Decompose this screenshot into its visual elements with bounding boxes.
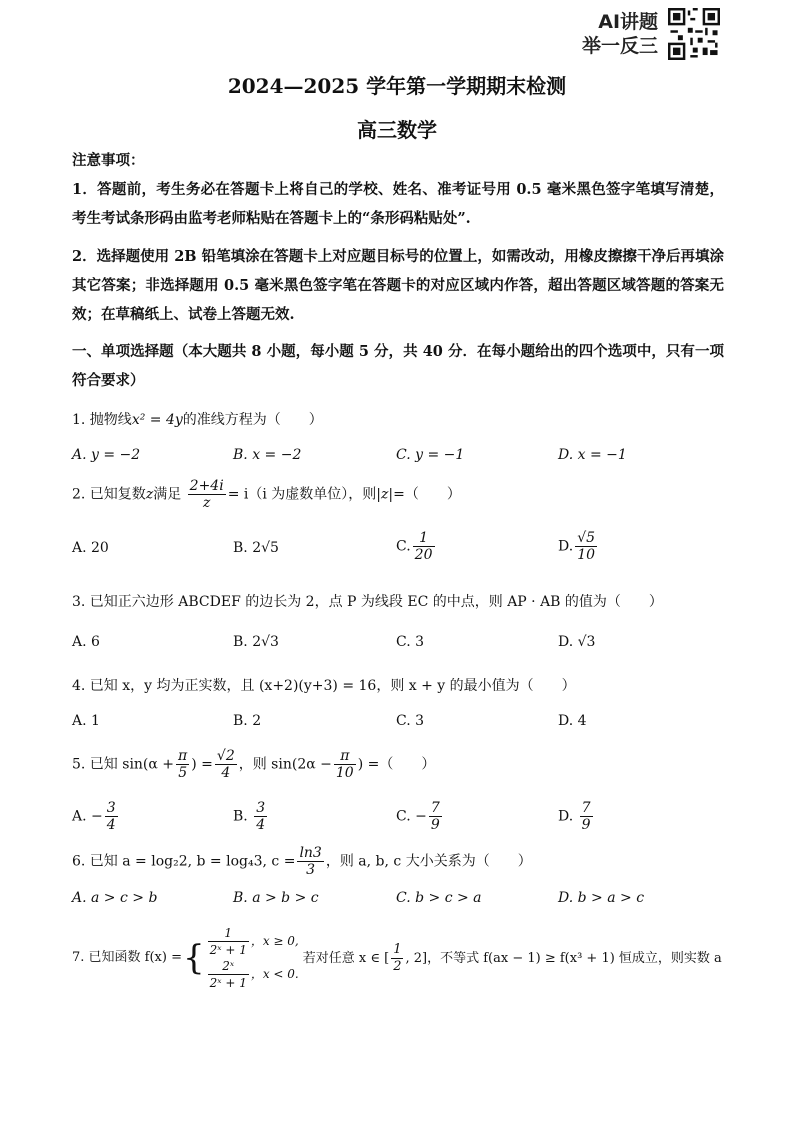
question-4: 4. 已知 x，y 均为正实数，且 (x+2)(y+3) = 16，则 x + y 的最小值为（ ） — [72, 678, 576, 694]
q5-text-d: ) =（ ） — [357, 756, 436, 773]
q7-top-num: 1 — [208, 925, 249, 942]
brand-line-1: AI讲题 — [598, 11, 659, 33]
q2-option-c — [396, 530, 437, 563]
q2-d-num: √5 — [577, 530, 596, 546]
q5-a-label: A. — [72, 808, 87, 825]
q5-option-c — [396, 800, 444, 833]
q1-option-c: C. y = −1 — [396, 447, 465, 463]
q6-num: ln3 — [299, 845, 322, 861]
q3-option-b: B. 2√3 — [233, 634, 279, 650]
q5-four: 4 — [221, 765, 231, 781]
q7-bot-den: 2ˣ + 1 — [209, 976, 247, 990]
question-2 — [72, 478, 461, 511]
qr-code-icon — [668, 8, 720, 60]
q7-int-num: 1 — [393, 941, 402, 957]
q2-text-a: 2. 已知复数 — [72, 486, 146, 503]
question-6 — [72, 845, 532, 878]
notice-1: 1．答题前，考生务必在答题卡上将自己的学校、姓名、准考证号用 0.5 毫米黑色签字笔填写清楚，考生考试条形码由监考老师粘贴在答题卡上的“条形码粘贴处”. — [72, 181, 724, 227]
q2-fraction — [188, 478, 226, 511]
q5-b-label: B. — [233, 808, 248, 825]
q2-option-a: A. 20 — [72, 540, 109, 556]
q3-option-d: D. √3 — [558, 634, 596, 650]
q5-d-den: 9 — [581, 817, 591, 833]
q1-math: x² = 4y — [131, 412, 183, 428]
exam-subtitle: 高三数学 — [357, 118, 437, 142]
question-5 — [72, 748, 435, 781]
q2-num: 2+4i — [189, 478, 224, 494]
q5-pi-1: π — [178, 748, 188, 764]
q7-text-c: ，不等式 f(ax − 1) ≥ f(x³ + 1) 恒成立，则实数 a — [427, 950, 722, 966]
q2-d-den: 10 — [577, 547, 596, 563]
brand-label — [582, 10, 658, 58]
q1-option-d: D. x = −1 — [558, 447, 627, 463]
q5-five: 5 — [178, 765, 188, 781]
q7-brace: { — [182, 937, 205, 978]
q6-option-d: D. b > a > c — [558, 890, 645, 906]
notice-2: 2．选择题使用 2B 铅笔填涂在答题卡上对应题目标号的位置上，如需改动，用橡皮擦擦干净后再填涂其它答案；非选择题用 0.5 毫米黑色签字笔在答题卡的对应区域内作答，超出答题区域答题的答案无效；在草稿纸上、试卷上答题无效. — [72, 248, 724, 323]
q4-option-a: A. 1 — [72, 713, 100, 729]
q1-option-b: B. x = −2 — [233, 447, 302, 463]
q2-var: z — [145, 486, 154, 503]
q7-piecewise — [206, 925, 299, 991]
q5-option-b — [233, 800, 269, 833]
q7-int-rest: , 2 — [405, 950, 423, 966]
q5-d-num: 7 — [581, 800, 591, 816]
q6-option-c: C. b > c > a — [396, 890, 482, 906]
q5-option-d — [558, 800, 595, 833]
q5-sqrt2: √2 — [216, 748, 235, 764]
q2-b-label: B. — [233, 540, 248, 556]
q7-bot-cond: ，x < 0. — [250, 967, 299, 981]
q7-condition: 若对任意 x ∈ [ $\frac{1}{2}$ , 2]，不等式 f(ax − 1) ≥ f(x³ + 1) 恒成立，则实数 a — [302, 941, 722, 974]
q2-abs: |z| — [376, 486, 394, 503]
question-3: 3. 已知正六边形 ABCDEF 的边长为 2，点 P 为线段 EC 的中点，则 AP · AB 的值为（ ） — [72, 594, 663, 610]
q5-c-den: 9 — [430, 817, 440, 833]
q2-text-b: 满足 — [153, 486, 182, 503]
q7-layout — [72, 925, 722, 991]
q6-text-b: ，则 a, b, c 大小关系为（ ） — [325, 853, 532, 870]
q2-option-d — [558, 530, 599, 563]
q5-a-den: 4 — [106, 817, 116, 833]
q5-b-num: 3 — [256, 800, 266, 816]
q4-option-d: D. 4 — [558, 713, 587, 729]
q7-top-cond: ，x ≥ 0, — [250, 934, 299, 948]
q6-option-a: A. a > c > b — [72, 890, 158, 906]
q5-text-c: ，则 sin(2α − — [238, 756, 332, 773]
q5-b-den: 4 — [256, 817, 266, 833]
q7-bot-num: 2ˣ — [208, 958, 249, 975]
q7-int-den: 2 — [393, 958, 402, 974]
q7-text-a: 7. 已知函数 f(x) = — [72, 950, 182, 965]
q5-c-sign: − — [415, 808, 427, 825]
q2-text-d: =（ ） — [393, 486, 461, 503]
q5-text-b: ) = — [191, 756, 213, 773]
q5-option-a — [72, 800, 120, 833]
exam-title: 2024—2025 学年第一学期期末检测 — [227, 74, 567, 98]
q6-den: 3 — [306, 862, 316, 878]
q3-option-c: C. 3 — [396, 634, 425, 650]
q5-c-label: C. — [396, 808, 411, 825]
q1-text-a: 1. 抛物线 — [72, 412, 132, 428]
q4-option-c: C. 3 — [396, 713, 425, 729]
q5-c-num: 7 — [430, 800, 440, 816]
q2-c-den: 20 — [414, 547, 433, 563]
q5-text-a: 5. 已知 sin(α + — [72, 756, 175, 773]
q1-option-a: A. y = −2 — [72, 447, 141, 463]
q1-text-b: 的准线方程为（ ） — [182, 412, 323, 428]
q2-option-b — [233, 540, 279, 556]
q2-b-val: 2√5 — [252, 540, 279, 556]
q5-pi-2: π — [334, 748, 356, 765]
q7-text-b: 若对任意 x ∈ — [302, 950, 380, 966]
q5-a-sign: − — [91, 808, 103, 825]
q2-text-c: = i（i 为虚数单位），则 — [227, 486, 377, 503]
q2-d-label: D. — [558, 538, 574, 555]
brand-line-2: 举一反三 — [582, 35, 659, 57]
q3-option-a: A. 6 — [72, 634, 100, 650]
q5-d-label: D. — [558, 808, 574, 825]
q2-c-num: 1 — [413, 530, 435, 547]
question-7 — [72, 925, 732, 991]
section-heading: 一、单项选择题（本大题共 8 小题，每小题 5 分，共 40 分．在每小题给出的四个选项中，只有一项符合要求） — [72, 343, 724, 389]
q7-top-den: 2ˣ + 1 — [209, 943, 247, 957]
q6-option-b: B. a > b > c — [233, 890, 319, 906]
q6-text-a: 6. 已知 a = log₂2, b = log₄3, c = — [72, 853, 296, 870]
question-1 — [72, 410, 323, 430]
q5-a-num: 3 — [106, 800, 116, 816]
notice-heading: 注意事项： — [72, 152, 145, 169]
q4-option-b: B. 2 — [233, 713, 262, 729]
q2-den: z — [202, 495, 211, 511]
q5-ten: 10 — [335, 765, 354, 781]
q2-c-label: C. — [396, 538, 411, 555]
